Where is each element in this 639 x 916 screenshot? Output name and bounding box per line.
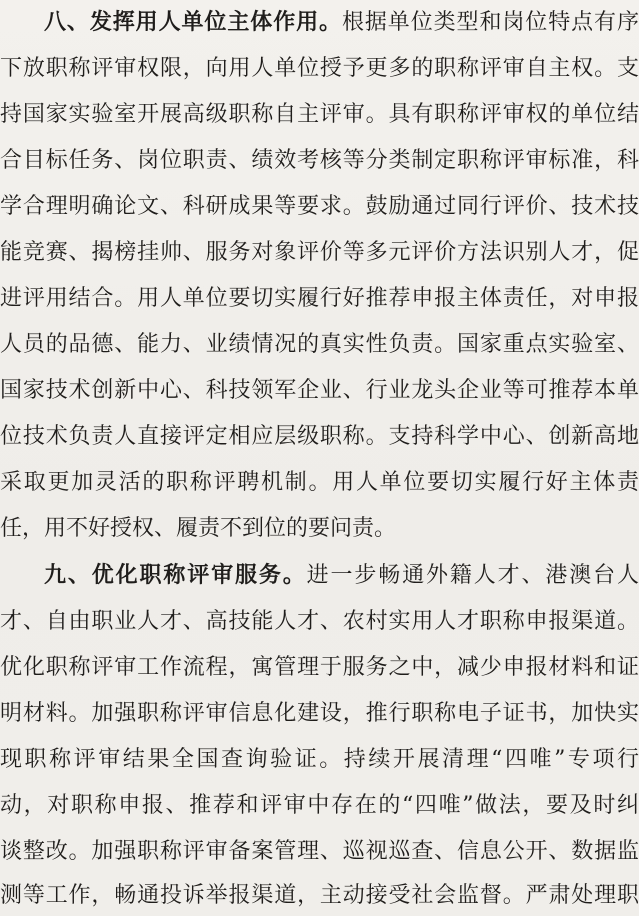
- paragraph-line: 明材料。加强职称评审信息化建设，推行职称电子证书，加快实: [0, 701, 639, 726]
- section-8-line-9: [0, 370, 639, 411]
- paragraph-line: 持国家实验室开展高级职称自主评审。具有职称评审权的单位结: [0, 102, 639, 127]
- section-9-text: 进一步畅通外籍人才、港澳台人: [306, 563, 639, 588]
- section-9-line-8: [0, 875, 639, 916]
- section-9-line-4: [0, 693, 639, 734]
- paragraph-line: 谈整改。加强职称评审备案管理、巡视巡查、信息公开、数据监: [0, 839, 639, 864]
- section-8-line-11: [0, 462, 639, 503]
- section-8-line-6: [0, 232, 639, 273]
- section-9-heading: 九、优化职称评审服务。: [44, 563, 307, 588]
- section-8-line-4: [0, 140, 639, 181]
- paragraph-line: 才、自由职业人才、高技能人才、农村实用人才职称申报渠道。: [0, 609, 639, 634]
- section-9-line-3: [0, 647, 639, 688]
- section-8-line-12: [0, 508, 639, 549]
- paragraph-line: 能竞赛、揭榜挂帅、服务对象评价等多元评价方法识别人才，促: [0, 240, 639, 265]
- paragraph-line: 国家技术创新中心、科技领军企业、行业龙头企业等可推荐本单: [0, 378, 639, 403]
- section-8-line-5: [0, 186, 639, 227]
- section-8-line-10: [0, 416, 639, 457]
- paragraph-line: 学合理明确论文、科研成果等要求。鼓励通过同行评价、技术技: [0, 194, 639, 219]
- section-9-line-1: [0, 555, 639, 596]
- section-8-line-3: [0, 94, 639, 135]
- section-8-line-2: [0, 48, 639, 89]
- paragraph-line: 优化职称评审工作流程，寓管理于服务之中，减少申报材料和证: [0, 655, 639, 680]
- section-9-line-2: [0, 601, 639, 642]
- paragraph-line: 合目标任务、岗位职责、绩效考核等分类制定职称评审标准，科: [0, 148, 639, 173]
- section-8-line-7: [0, 278, 639, 319]
- paragraph-line: 任，用不好授权、履责不到位的要问责。: [0, 516, 397, 541]
- section-9-line-6: [0, 785, 639, 826]
- section-8-heading: 八、发挥用人单位主体作用。: [44, 10, 342, 35]
- paragraph-line: 采取更加灵活的职称评聘机制。用人单位要切实履行好主体责: [0, 470, 639, 495]
- section-9-line-7: [0, 831, 639, 872]
- paragraph-line: 位技术负责人直接评定相应层级职称。支持科学中心、创新高地: [0, 424, 639, 449]
- paragraph-line: 测等工作，畅通投诉举报渠道，主动接受社会监督。严肃处理职: [0, 883, 639, 908]
- paragraph-line: 进评用结合。用人单位要切实履行好推荐申报主体责任，对申报: [0, 286, 639, 311]
- paragraph-line: 人员的品德、能力、业绩情况的真实性负责。国家重点实验室、: [0, 332, 639, 357]
- paragraph-line: 动，对职称申报、推荐和评审中存在的“四唯”做法，要及时纠: [0, 793, 639, 818]
- section-9-line-5: [0, 739, 639, 780]
- section-8-line-1: [0, 2, 639, 43]
- paragraph-line: 下放职称评审权限，向用人单位授予更多的职称评审自主权。支: [0, 56, 639, 81]
- paragraph-line: 现职称评审结果全国查询验证。持续开展清理“四唯”专项行: [0, 747, 639, 772]
- section-8-line-8: [0, 324, 639, 365]
- section-8-text: 根据单位类型和岗位特点有序: [341, 10, 639, 35]
